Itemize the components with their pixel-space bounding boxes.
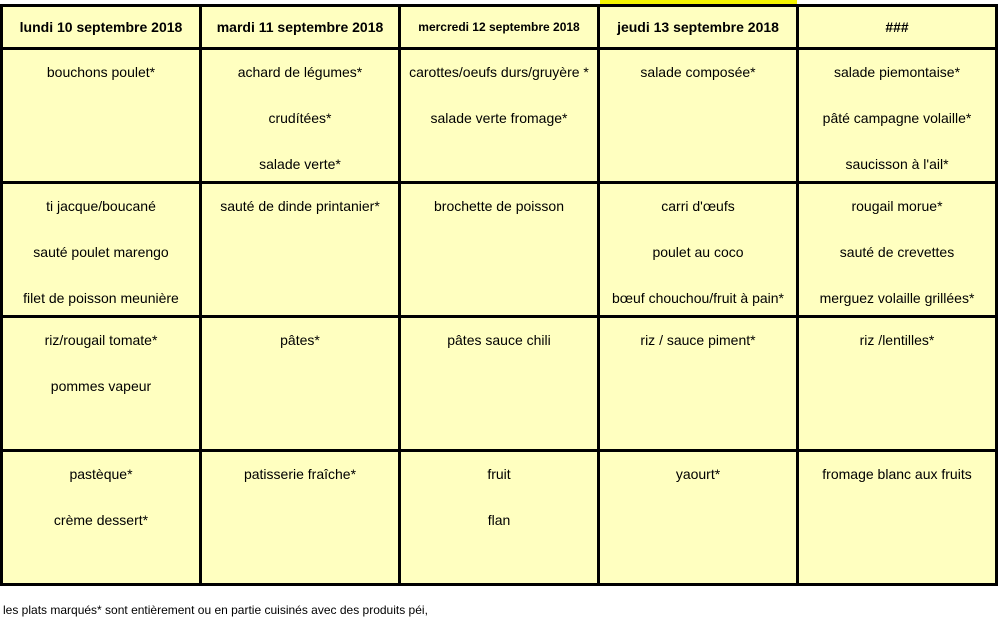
dish-item: salade verte fromage* bbox=[430, 110, 568, 126]
menu-cell[interactable] bbox=[2, 183, 201, 317]
dish-item: rougail morue* bbox=[851, 198, 943, 214]
dish-item: yaourt* bbox=[675, 466, 721, 482]
dish-item: ti jacque/boucané bbox=[46, 198, 156, 214]
dish-item: riz/rougail tomate* bbox=[44, 332, 158, 348]
weekly-menu-table bbox=[0, 4, 998, 586]
dish-item: salade verte* bbox=[259, 156, 341, 172]
day-header[interactable]: ### bbox=[798, 6, 997, 49]
menu-cell[interactable] bbox=[798, 49, 997, 183]
menu-row bbox=[2, 49, 997, 183]
dish-item: poulet au coco bbox=[652, 244, 744, 260]
dish-item: fruit bbox=[487, 466, 511, 482]
dish-item: filet de poisson meunière bbox=[23, 290, 179, 306]
menu-row bbox=[2, 183, 997, 317]
menu-cell[interactable] bbox=[798, 183, 997, 317]
menu-cell[interactable] bbox=[599, 451, 798, 585]
dish-item: patisserie fraîche* bbox=[243, 466, 357, 482]
dish-item: pâtes sauce chili bbox=[447, 332, 551, 348]
dish-item: bœuf chouchou/fruit à pain* bbox=[612, 290, 784, 306]
header-row bbox=[2, 6, 997, 49]
dish-item: sauté de dinde printanier* bbox=[220, 198, 380, 214]
menu-cell[interactable] bbox=[400, 451, 599, 585]
dish-item: merguez volaille grillées* bbox=[819, 290, 975, 306]
dish-item: carottes/oeufs durs/gruyère * bbox=[409, 64, 589, 80]
menu-cell[interactable] bbox=[798, 317, 997, 451]
menu-cell[interactable] bbox=[201, 183, 400, 317]
menu-cell[interactable] bbox=[599, 317, 798, 451]
menu-row bbox=[2, 451, 997, 585]
dish-item: saucisson à l'ail* bbox=[845, 156, 949, 172]
menu-cell[interactable] bbox=[599, 183, 798, 317]
dish-item: salade piemontaise* bbox=[833, 64, 961, 80]
dish-item: riz /lentilles* bbox=[859, 332, 935, 348]
dish-item: fromage blanc aux fruits bbox=[822, 466, 972, 482]
dish-item: bouchons poulet* bbox=[46, 64, 156, 80]
menu-cell[interactable] bbox=[400, 317, 599, 451]
dish-item: achard de légumes* bbox=[237, 64, 363, 80]
dish-item: sauté poulet marengo bbox=[33, 244, 169, 260]
menu-cell[interactable] bbox=[798, 451, 997, 585]
dish-item: crème dessert* bbox=[53, 512, 149, 528]
footnote: les plats marqués* sont entièrement ou en partie cuisinés avec des produits péi, bbox=[3, 603, 428, 617]
menu-cell[interactable] bbox=[2, 49, 201, 183]
menu-row bbox=[2, 317, 997, 451]
day-header[interactable]: mercredi 12 septembre 2018 bbox=[400, 6, 599, 49]
day-header[interactable]: lundi 10 septembre 2018 bbox=[2, 6, 201, 49]
dish-item: pâtes* bbox=[280, 332, 320, 348]
dish-item: salade composée* bbox=[640, 64, 756, 80]
dish-item: pastèque* bbox=[69, 466, 133, 482]
menu-cell[interactable] bbox=[201, 451, 400, 585]
menu-cell[interactable] bbox=[201, 317, 400, 451]
menu-cell[interactable] bbox=[201, 49, 400, 183]
dish-item: brochette de poisson bbox=[434, 198, 564, 214]
dish-item: pommes vapeur bbox=[50, 378, 152, 394]
menu-cell[interactable] bbox=[599, 49, 798, 183]
menu-cell[interactable] bbox=[2, 451, 201, 585]
day-header[interactable]: mardi 11 septembre 2018 bbox=[201, 6, 400, 49]
menu-cell[interactable] bbox=[400, 183, 599, 317]
dish-item: crudítées* bbox=[268, 110, 332, 126]
day-header[interactable]: jeudi 13 septembre 2018 bbox=[599, 6, 798, 49]
dish-item: flan bbox=[487, 512, 511, 528]
dish-item: pâté campagne volaille* bbox=[822, 110, 972, 126]
dish-item: carri d'œufs bbox=[661, 198, 735, 214]
dish-item: sauté de crevettes bbox=[839, 244, 955, 260]
menu-cell[interactable] bbox=[400, 49, 599, 183]
menu-cell[interactable] bbox=[2, 317, 201, 451]
dish-item: riz / sauce piment* bbox=[640, 332, 756, 348]
